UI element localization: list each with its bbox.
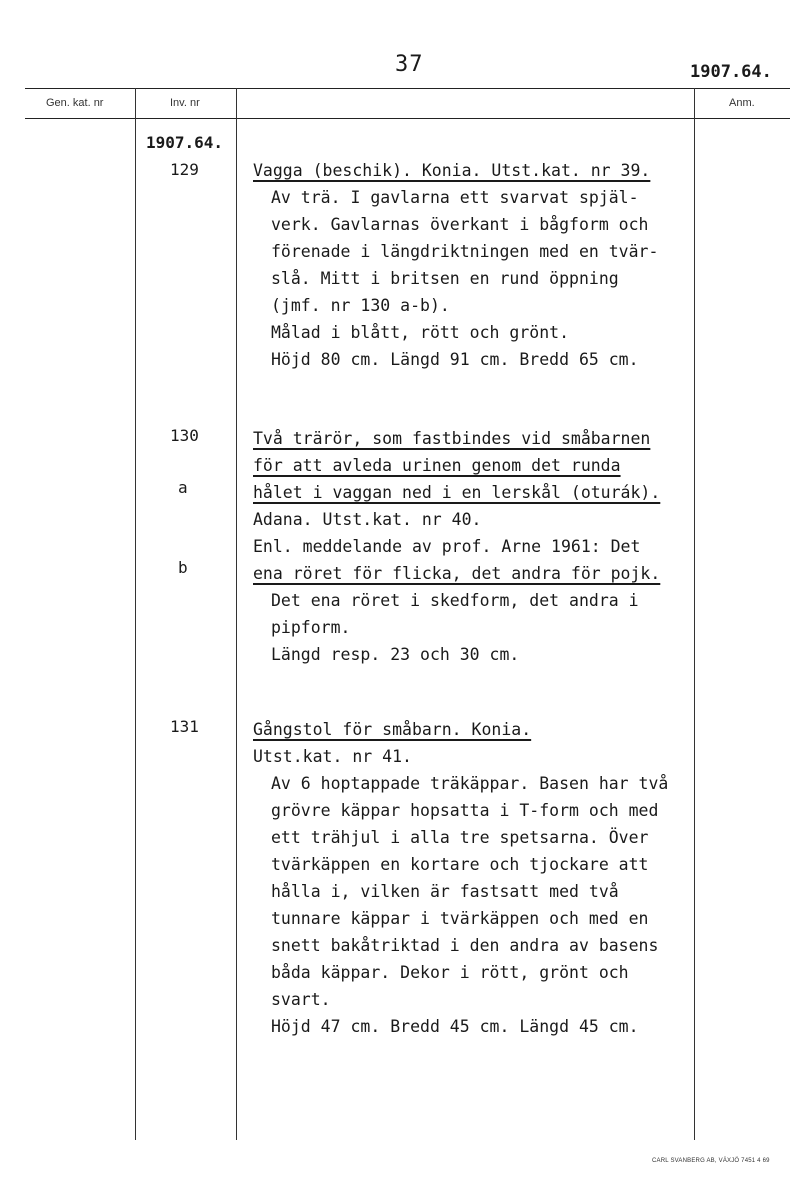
column-header-inv: Inv. nr <box>170 97 200 109</box>
inv-sub-a: a <box>178 478 188 497</box>
entry-130-line: Adana. Utst.kat. nr 40. <box>253 510 482 529</box>
header-top-rule <box>25 88 790 89</box>
entry-131-title: Gångstol för småbarn. Konia. <box>253 720 532 739</box>
entry-130-line: Enl. meddelande av prof. Arne 1961: Det <box>253 537 641 556</box>
inv-number-130: 130 <box>170 426 199 445</box>
inv-sub-b: b <box>178 558 188 577</box>
inv-number-131: 131 <box>170 717 199 736</box>
column-header-gen: Gen. kat. nr <box>46 97 104 109</box>
entry-129-line: förenade i längdriktningen med en tvär- <box>271 242 659 261</box>
column-divider-inv <box>236 88 237 1140</box>
printer-mark: CARL SVANBERG AB, VÄXJÖ 7451 4 69 <box>652 1158 770 1164</box>
entry-131-line: Av 6 hoptappade träkäppar. Basen har två <box>271 774 669 793</box>
entry-129-line: Målad i blått, rött och grönt. <box>271 323 570 342</box>
inv-number-129: 129 <box>170 160 199 179</box>
entry-131-line: Höjd 47 cm. Bredd 45 cm. Längd 45 cm. <box>271 1017 639 1036</box>
entry-131-line: tunnare käppar i tvärkäppen och med en <box>271 909 649 928</box>
entry-130-line: pipform. <box>271 618 351 637</box>
entry-131-line: grövre käppar hopsatta i T-form och med <box>271 801 659 820</box>
entry-130-line: Längd resp. 23 och 30 cm. <box>271 645 520 664</box>
entry-131-line: båda käppar. Dekor i rött, grönt och <box>271 963 629 982</box>
entry-129-title: Vagga (beschik). Konia. Utst.kat. nr 39. <box>253 161 651 180</box>
column-divider-gen <box>135 88 136 1140</box>
entry-131-line: tvärkäppen en kortare och tjockare att <box>271 855 649 874</box>
entry-129-line: Höjd 80 cm. Längd 91 cm. Bredd 65 cm. <box>271 350 639 369</box>
entry-131-line: hålla i, vilken är fastsatt med två <box>271 882 619 901</box>
entry-129-line: slå. Mitt i britsen en rund öppning <box>271 269 619 288</box>
entry-131-line: svart. <box>271 990 331 1009</box>
entry-131-line: ett trähjul i alla tre spetsarna. Över <box>271 828 649 847</box>
entry-129-line: verk. Gavlarnas överkant i bågform och <box>271 215 649 234</box>
series-number: 1907.64. <box>146 133 224 152</box>
entry-130-title: för att avleda urinen genom det runda <box>253 456 621 475</box>
catalog-number-header: 1907.64. <box>690 62 772 82</box>
entry-130-title: hålet i vaggan ned i en lerskål (oturák). <box>253 483 661 502</box>
entry-130-title: Två trärör, som fastbindes vid småbarnen <box>253 429 651 448</box>
entry-131-line: Utst.kat. nr 41. <box>253 747 412 766</box>
entry-130-line: ena röret för flicka, det andra för pojk. <box>253 564 661 583</box>
entry-131-line: snett bakåtriktad i den andra av basens <box>271 936 659 955</box>
page-number: 37 <box>395 52 424 77</box>
entry-129-line: Av trä. I gavlarna ett svarvat spjäl- <box>271 188 639 207</box>
entry-130-line: Det ena röret i skedform, det andra i <box>271 591 639 610</box>
column-header-anm: Anm. <box>729 97 755 109</box>
entry-129-line: (jmf. nr 130 a-b). <box>271 296 450 315</box>
header-bottom-rule <box>25 118 790 119</box>
column-divider-anm <box>694 88 695 1140</box>
